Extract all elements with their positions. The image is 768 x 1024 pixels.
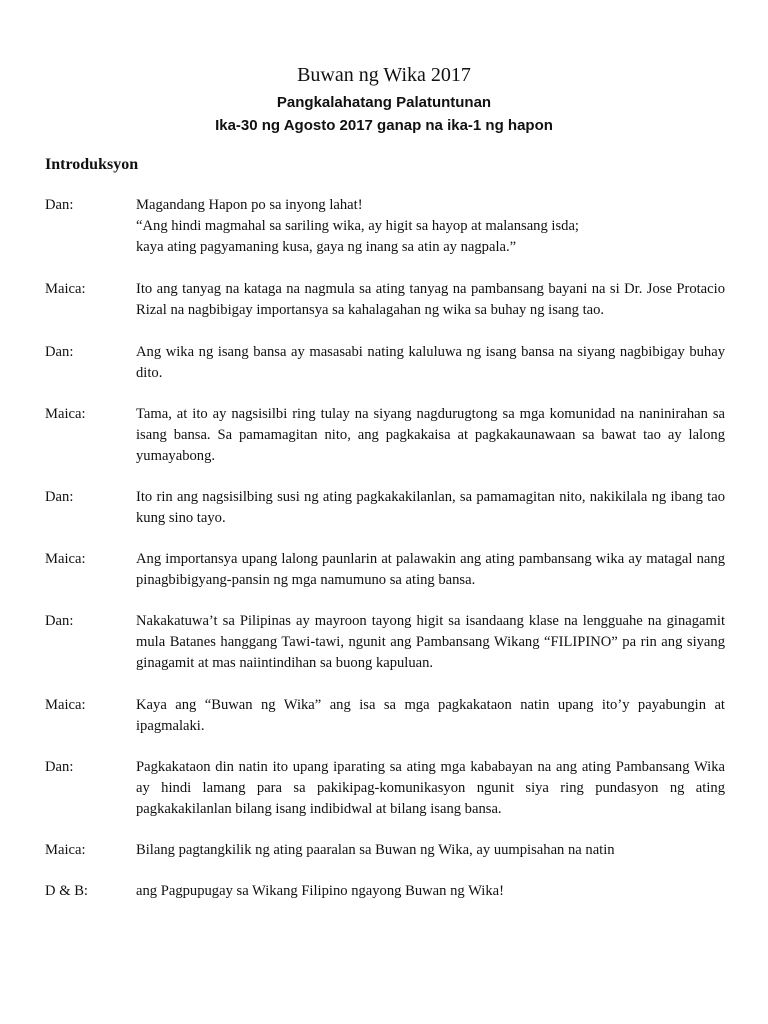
speaker-label: Dan: bbox=[45, 489, 74, 505]
dialogue-text: Bilang pagtangkilik ng ating paaralan sa Buwan ng Wika, ay uumpisahan na natin bbox=[136, 842, 615, 858]
script-entry bbox=[45, 195, 725, 258]
dialogue-text: Ang importansya upang lalong paunlarin at palawakin ang ating pambansang wika ay matagal nang pinagbibigyang-pansin ng mga namumuno sa ating bansa. bbox=[136, 551, 725, 588]
script-entry bbox=[45, 881, 725, 902]
speaker-label: Maica: bbox=[45, 406, 86, 422]
dialogue-line: kaya ating pagyamaning kusa, gaya ng inang sa atin ay nagpala.” bbox=[136, 239, 517, 255]
script-entry bbox=[45, 342, 725, 384]
dialogue-text: Ang wika ng isang bansa ay masasabi nating kaluluwa ng isang bansa na siyang nagbibigay buhay dito. bbox=[136, 344, 725, 381]
dialogue-text: Tama, at ito ay nagsisilbi ring tulay na siyang nagdurugtong sa mga komunidad na naninirahan sa isang bansa. Sa pamamagitan nito, ang pagkakaisa at pagkakaunawaan sa bawat tao ay lalong yumayabong. bbox=[136, 406, 725, 464]
section-heading: Introduksyon bbox=[45, 156, 139, 173]
dialogue-text: ang Pagpupugay sa Wikang Filipino ngayong Buwan ng Wika! bbox=[136, 883, 504, 899]
script-entry bbox=[45, 695, 725, 737]
document-schedule: Ika-30 ng Agosto 2017 ganap na ika-1 ng hapon bbox=[215, 117, 553, 134]
dialogue-text: Kaya ang “Buwan ng Wika” ang isa sa mga pagkakataon natin upang ito’y payabungin at ipagmalaki. bbox=[136, 697, 725, 734]
speaker-label: Dan: bbox=[45, 197, 74, 213]
speaker-label: Dan: bbox=[45, 759, 74, 775]
script-entry bbox=[45, 487, 725, 529]
speaker-label: Maica: bbox=[45, 281, 86, 297]
dialogue-text bbox=[136, 195, 725, 258]
document-title: Buwan ng Wika 2017 bbox=[297, 64, 471, 86]
script-entry bbox=[45, 404, 725, 467]
script-entry bbox=[45, 279, 725, 321]
script-entry bbox=[45, 549, 725, 591]
dialogue-line: Magandang Hapon po sa inyong lahat! bbox=[136, 197, 363, 213]
dialogue-text: Ito ang tanyag na kataga na nagmula sa ating tanyag na pambansang bayani na si Dr. Jose Protacio Rizal na nagbibigay importansya sa kahalagahan ng wika sa buhay ng isang tao. bbox=[136, 281, 725, 318]
script-entry bbox=[45, 757, 725, 820]
speaker-label: Maica: bbox=[45, 551, 86, 567]
dialogue-text: Nakakatuwa’t sa Pilipinas ay mayroon tayong higit sa isandaang klase na lengguahe na ginagamit mula Batanes hanggang Tawi-tawi, ngunit ang Pambansang Wikang “FILIPINO” pa rin ang siyang ginagamit at mas naiintindihan sa buong kapuluan. bbox=[136, 613, 725, 671]
script-entry bbox=[45, 840, 725, 861]
speaker-label: D & B: bbox=[45, 883, 88, 899]
speaker-label: Dan: bbox=[45, 613, 74, 629]
dialogue-text: Pagkakataon din natin ito upang iparating sa ating mga kababayan na ang ating Pambansang Wika ay hindi lamang para sa pakikipag-komunikasyon ngunit siya ring pundasyon ng ating pagkakakilanlan bilang isang indibidwal at bilang isang bansa. bbox=[136, 759, 725, 817]
script-entry bbox=[45, 611, 725, 674]
dialogue-text: Ito rin ang nagsisilbing susi ng ating pagkakakilanlan, sa pamamagitan nito, nakikilala ng ibang tao kung sino tayo. bbox=[136, 489, 725, 526]
document-subtitle: Pangkalahatang Palatuntunan bbox=[276, 94, 492, 111]
dialogue-line: “Ang hindi magmahal sa sariling wika, ay higit sa hayop at malansang isda; bbox=[136, 218, 579, 234]
speaker-label: Dan: bbox=[45, 344, 74, 360]
speaker-label: Maica: bbox=[45, 842, 86, 858]
speaker-label: Maica: bbox=[45, 697, 86, 713]
